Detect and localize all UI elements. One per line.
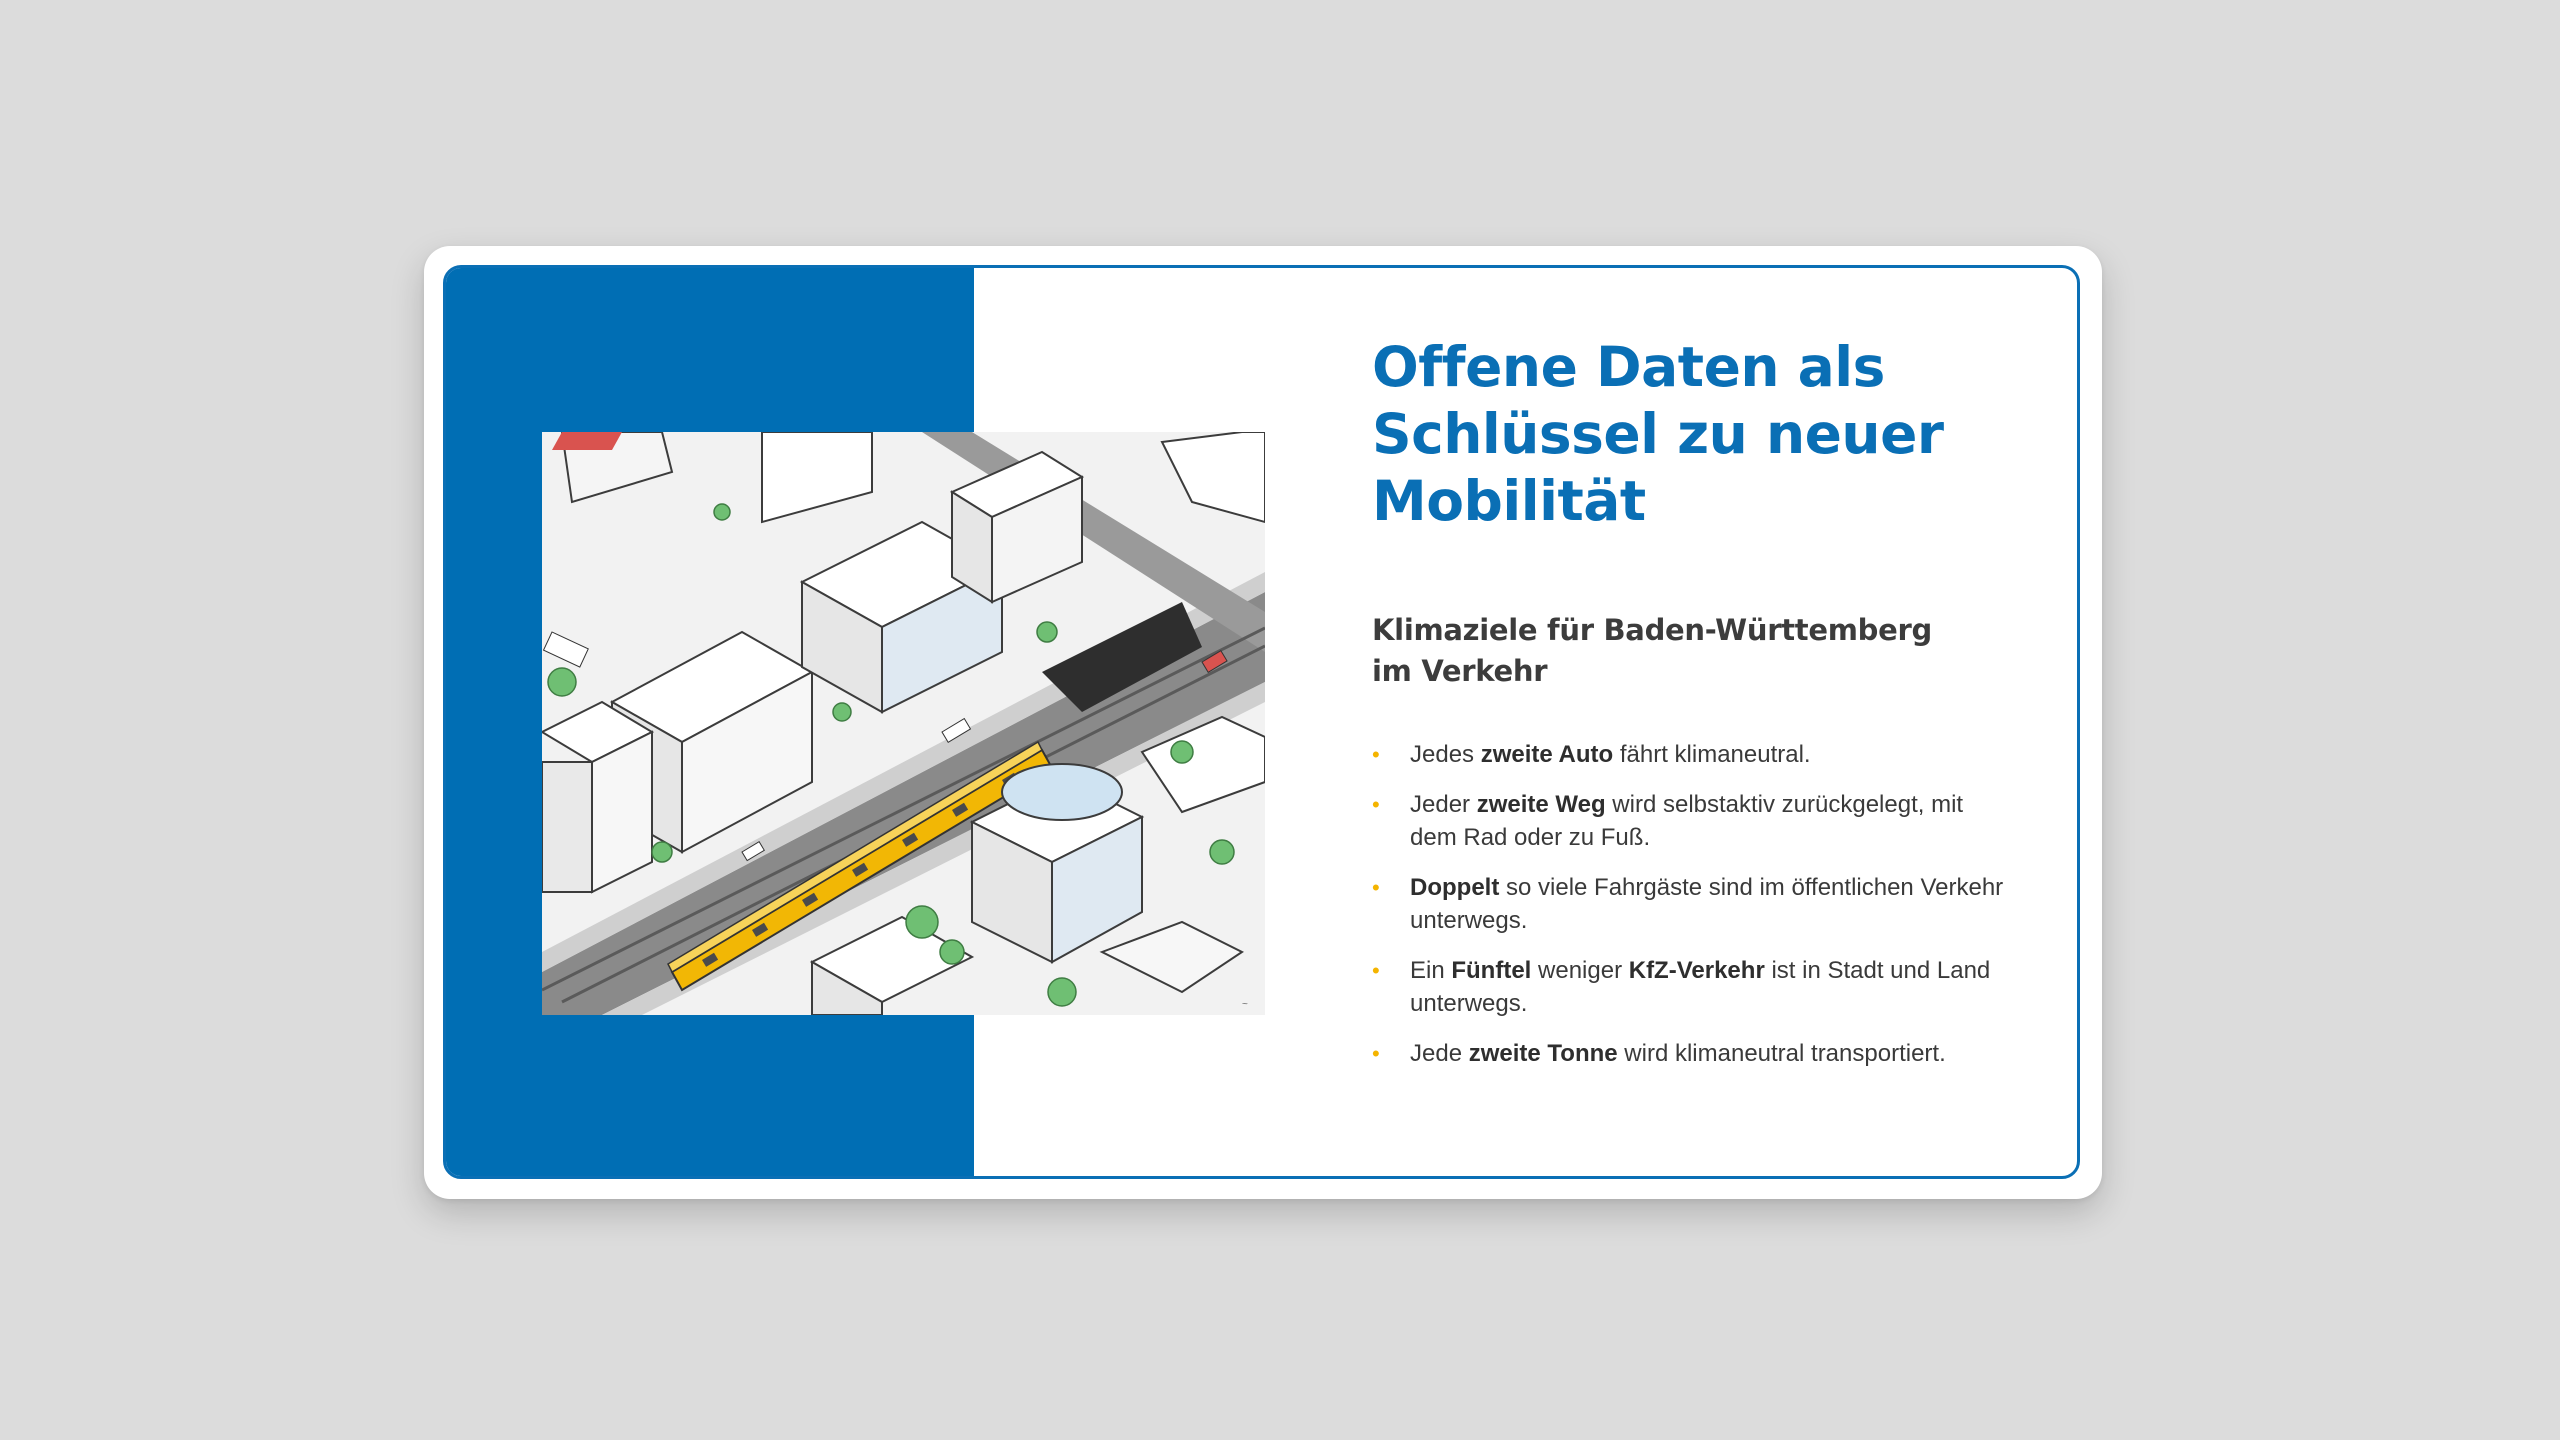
- bullet-text: fährt klimaneutral.: [1613, 741, 1811, 768]
- subtitle-line: Klimaziele für Baden-Württemberg: [1372, 613, 1932, 647]
- svg-text:~: ~: [1242, 999, 1248, 1010]
- bullet-text: so viele Fahrgäste sind im öffentlichen Verkehr unterwegs.: [1410, 874, 2004, 934]
- title-line: Mobilität: [1372, 469, 1646, 533]
- bullet-emphasis: Fünftel: [1451, 957, 1532, 984]
- bullet-dot-icon: •: [1372, 958, 1380, 983]
- climate-goals-list: [1372, 738, 2012, 1087]
- title-line: Offene Daten als: [1372, 335, 1885, 399]
- bullet-emphasis: zweite Auto: [1480, 741, 1614, 768]
- list-item: [1372, 738, 2012, 771]
- isometric-city-illustration-icon: [542, 432, 1265, 1015]
- list-item: [1372, 1037, 2012, 1070]
- list-item: [1372, 871, 2012, 937]
- bullet-dot-icon: •: [1372, 742, 1380, 767]
- slide: [443, 265, 2080, 1179]
- subtitle-line: im Verkehr: [1372, 654, 1548, 688]
- bullet-text: wird klimaneutral transportiert.: [1617, 1040, 1946, 1067]
- bullet-text: wird selbstaktiv zurückgelegt, mit dem Rad oder zu Fuß.: [1410, 791, 1964, 851]
- bullet-dot-icon: •: [1372, 792, 1380, 817]
- bullet-text: weniger: [1531, 957, 1629, 984]
- list-item: [1372, 954, 2012, 1020]
- bullet-emphasis: Doppelt: [1410, 874, 1500, 901]
- city-illustration: [542, 432, 1265, 1015]
- bullet-emphasis: zweite Weg: [1476, 791, 1606, 818]
- bullet-emphasis: KfZ-Verkehr: [1628, 957, 1765, 984]
- bullet-dot-icon: •: [1372, 875, 1380, 900]
- bullet-text: Jedes: [1410, 741, 1481, 768]
- bullet-emphasis: zweite Tonne: [1468, 1040, 1618, 1067]
- bullet-text: ist in Stadt und Land unterwegs.: [1410, 957, 1991, 1017]
- slide-title: [1372, 334, 1992, 535]
- bullet-dot-icon: •: [1372, 1041, 1380, 1066]
- bullet-text: Jede: [1410, 1040, 1469, 1067]
- bullet-text: Ein: [1410, 957, 1452, 984]
- title-line: Schlüssel zu neuer: [1372, 402, 1944, 466]
- list-item: [1372, 788, 2012, 854]
- slide-subtitle: [1372, 610, 1992, 692]
- bullet-text: Jeder: [1410, 791, 1477, 818]
